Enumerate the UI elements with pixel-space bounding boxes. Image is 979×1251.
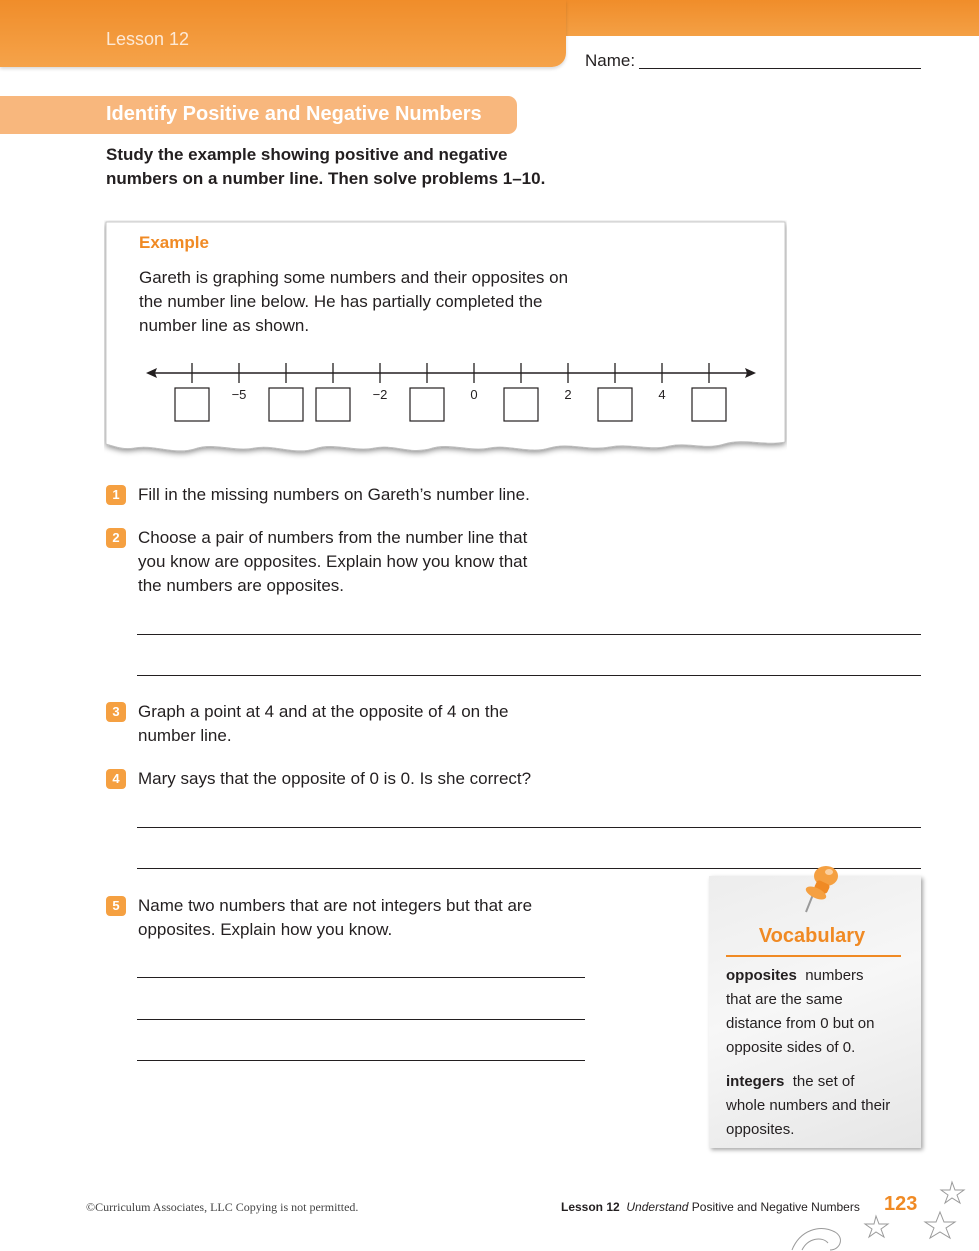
pushpin-icon bbox=[800, 862, 844, 918]
question-3-text bbox=[138, 700, 678, 748]
question-line: the numbers are opposites. bbox=[138, 576, 345, 595]
question-line: opposites. Explain how you know. bbox=[138, 920, 393, 939]
example-line: number line as shown. bbox=[139, 316, 310, 335]
number-line-answer-box[interactable] bbox=[692, 388, 726, 421]
question-line: Fill in the missing numbers on Gareth’s number line. bbox=[138, 485, 530, 504]
number-line-answer-box[interactable] bbox=[504, 388, 538, 421]
question-5-text bbox=[138, 894, 678, 942]
answer-line[interactable] bbox=[137, 977, 585, 978]
question-line: number line. bbox=[138, 726, 232, 745]
star-doodle-icon bbox=[790, 1180, 979, 1251]
question-3-badge: 3 bbox=[106, 702, 126, 722]
vocabulary-divider bbox=[726, 955, 901, 957]
vocab-definition: the set of bbox=[792, 1073, 855, 1090]
question-line: Name two numbers that are not integers but that are bbox=[138, 896, 533, 915]
vocab-term-integers bbox=[726, 1070, 911, 1142]
number-line-label: 2 bbox=[564, 387, 572, 402]
intro-instructions bbox=[106, 143, 666, 191]
number-line-label: −2 bbox=[372, 387, 388, 402]
example-line: Gareth is graphing some numbers and their opposites on bbox=[139, 268, 569, 287]
question-line: you know are opposites. Explain how you know that bbox=[138, 552, 528, 571]
vocab-definition: whole numbers and their bbox=[726, 1097, 891, 1114]
answer-line[interactable] bbox=[137, 675, 921, 676]
number-line-answer-box[interactable] bbox=[598, 388, 632, 421]
vocab-term-opposites bbox=[726, 964, 911, 1060]
lesson-tab bbox=[0, 0, 566, 67]
answer-line[interactable] bbox=[137, 1019, 585, 1020]
question-5-badge: 5 bbox=[106, 896, 126, 916]
question-2-badge: 2 bbox=[106, 528, 126, 548]
question-1-badge: 1 bbox=[106, 485, 126, 505]
answer-line[interactable] bbox=[137, 1060, 585, 1061]
number-line-label: 4 bbox=[658, 387, 666, 402]
copyright-notice: ©Curriculum Associates, LLC Copying is not permitted. bbox=[86, 1200, 359, 1214]
vocab-definition: opposites. bbox=[726, 1121, 795, 1138]
vocab-term: integers bbox=[726, 1073, 785, 1090]
page-title: Identify Positive and Negative Numbers bbox=[106, 103, 482, 125]
question-4-text bbox=[138, 767, 678, 791]
vocab-term: opposites bbox=[726, 967, 797, 984]
footer-lesson: Lesson 12 bbox=[561, 1200, 620, 1214]
vocab-definition: numbers bbox=[805, 967, 864, 984]
number-line bbox=[140, 355, 770, 430]
example-text bbox=[139, 266, 639, 338]
question-1-text bbox=[138, 483, 678, 507]
question-2-text bbox=[138, 526, 678, 598]
number-line-answer-box[interactable] bbox=[410, 388, 444, 421]
number-line-answer-box[interactable] bbox=[269, 388, 303, 421]
footer-topic: Positive and Negative Numbers bbox=[691, 1200, 860, 1214]
question-line: Graph a point at 4 and at the opposite of 4 on the bbox=[138, 702, 509, 721]
intro-line: numbers on a number line. Then solve problems 1–10. bbox=[106, 169, 546, 188]
number-line-answer-box[interactable] bbox=[175, 388, 209, 421]
name-label: Name: bbox=[585, 51, 636, 70]
number-line-label: 0 bbox=[470, 387, 478, 402]
footer-verb: Understand bbox=[626, 1200, 689, 1214]
answer-line[interactable] bbox=[137, 634, 921, 635]
question-line: Choose a pair of numbers from the number line that bbox=[138, 528, 528, 547]
page-number: 123 bbox=[884, 1193, 918, 1215]
vocab-definition: distance from 0 but on bbox=[726, 1015, 875, 1032]
answer-line[interactable] bbox=[137, 827, 921, 828]
vocab-definition: that are the same bbox=[726, 991, 843, 1008]
question-4-badge: 4 bbox=[106, 769, 126, 789]
question-line: Mary says that the opposite of 0 is 0. Is she correct? bbox=[138, 769, 532, 788]
vocab-definition: opposite sides of 0. bbox=[726, 1039, 856, 1056]
example-heading: Example bbox=[139, 233, 209, 252]
lesson-label: Lesson 12 bbox=[106, 29, 190, 49]
number-line-label: −5 bbox=[231, 387, 247, 402]
name-input-line[interactable] bbox=[639, 68, 921, 69]
vocabulary-heading: Vocabulary bbox=[758, 925, 866, 947]
intro-line: Study the example showing positive and negative bbox=[106, 145, 508, 164]
number-line-answer-box[interactable] bbox=[316, 388, 350, 421]
example-line: the number line below. He has partially completed the bbox=[139, 292, 543, 311]
